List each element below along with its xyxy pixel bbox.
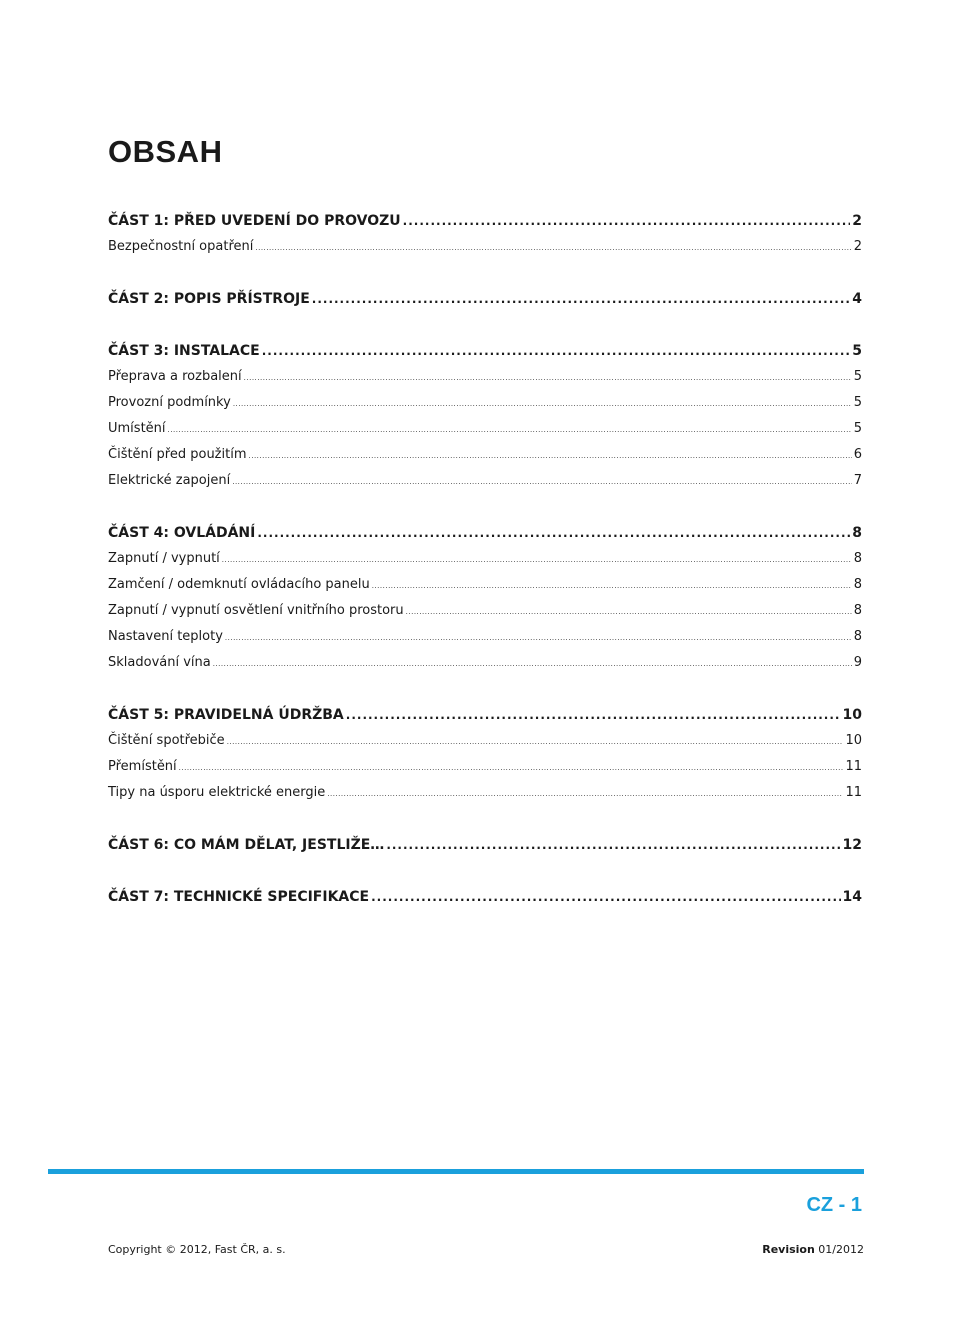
toc-heading-label: ČÁST 2: POPIS PŘÍSTROJE (108, 291, 310, 307)
toc-item-page: 11 (845, 785, 862, 800)
toc-heading-page: 12 (842, 837, 862, 853)
toc-item-label: Nastavení teploty (108, 629, 223, 644)
toc-heading-row[interactable] (108, 208, 862, 234)
toc-item-page: 8 (853, 629, 862, 644)
toc-item-page: 5 (853, 395, 862, 410)
table-of-contents (108, 208, 862, 936)
toc-heading-label: ČÁST 1: PŘED UVEDENÍ DO PROVOZU (108, 213, 401, 229)
toc-section (108, 884, 862, 910)
toc-heading-label: ČÁST 7: TECHNICKÉ SPECIFIKACE (108, 889, 370, 905)
toc-item-label: Provozní podmínky (108, 395, 231, 410)
dot-leader (249, 442, 852, 469)
toc-heading-row[interactable] (108, 884, 862, 910)
toc-item-page: 8 (853, 577, 862, 592)
toc-heading-page: 4 (852, 291, 862, 307)
toc-item-label: Zamčení / odemknutí ovládacího panelu (108, 577, 370, 592)
toc-item-label: Tipy na úsporu elektrické energie (108, 785, 326, 800)
toc-heading-label: ČÁST 4: OVLÁDÁNÍ (108, 525, 256, 541)
toc-section (108, 338, 862, 494)
toc-item-row[interactable] (108, 728, 862, 754)
page-number: CZ - 1 (806, 1194, 862, 1216)
toc-item-row[interactable] (108, 468, 862, 494)
toc-heading-page: 14 (842, 889, 862, 905)
toc-heading-label: ČÁST 3: INSTALACE (108, 343, 260, 359)
toc-heading-label: ČÁST 6: CO MÁM DĚLAT, JESTLIŽE… (108, 837, 385, 853)
toc-heading-row[interactable] (108, 338, 862, 364)
toc-section (108, 832, 862, 858)
toc-section (108, 702, 862, 806)
toc-heading-page: 10 (842, 707, 862, 723)
toc-item-row[interactable] (108, 754, 862, 780)
toc-heading-row[interactable] (108, 286, 862, 312)
dot-leader (233, 390, 852, 417)
toc-item-page: 9 (853, 655, 862, 670)
toc-heading-page: 2 (852, 213, 862, 229)
toc-section (108, 208, 862, 260)
toc-heading-page: 5 (852, 343, 862, 359)
toc-item-row[interactable] (108, 650, 862, 676)
footer-divider (48, 1169, 864, 1174)
dot-leader (168, 416, 852, 443)
toc-item-row[interactable] (108, 572, 862, 598)
toc-item-row[interactable] (108, 598, 862, 624)
toc-item-row[interactable] (108, 780, 862, 806)
dot-leader (232, 468, 852, 495)
toc-item-label: Elektrické zapojení (108, 473, 231, 488)
toc-item-row[interactable] (108, 390, 862, 416)
toc-heading-label: ČÁST 5: PRAVIDELNÁ ÚDRŽBA (108, 707, 344, 723)
dot-leader (255, 234, 851, 261)
toc-item-label: Umístění (108, 421, 166, 436)
revision-value: 01/2012 (818, 1243, 864, 1256)
toc-item-label: Přemístění (108, 759, 177, 774)
toc-heading-page: 8 (852, 525, 862, 541)
toc-item-row[interactable] (108, 624, 862, 650)
page-title: OBSAH (108, 134, 223, 169)
dot-leader (406, 598, 852, 625)
toc-item-page: 11 (845, 759, 862, 774)
toc-heading-row[interactable] (108, 832, 862, 858)
toc-item-row[interactable] (108, 416, 862, 442)
dot-leader (372, 572, 852, 599)
toc-item-page: 5 (853, 421, 862, 436)
toc-item-page: 6 (853, 447, 862, 462)
toc-item-label: Bezpečnostní opatření (108, 239, 254, 254)
toc-item-row[interactable] (108, 364, 862, 390)
dot-leader (371, 884, 840, 910)
toc-item-label: Čištění před použitím (108, 447, 247, 462)
dot-leader (244, 364, 852, 391)
toc-item-label: Zapnutí / vypnutí osvětlení vnitřního prostoru (108, 603, 404, 618)
dot-leader (312, 286, 850, 312)
copyright-notice: Copyright © 2012, Fast ČR, a. s. (108, 1243, 286, 1256)
toc-heading-row[interactable] (108, 520, 862, 546)
toc-item-label: Skladování vína (108, 655, 211, 670)
toc-item-page: 8 (853, 603, 862, 618)
toc-item-row[interactable] (108, 546, 862, 572)
toc-heading-row[interactable] (108, 702, 862, 728)
revision-label: Revision (762, 1243, 815, 1256)
dot-leader (403, 208, 851, 234)
toc-item-label: Čištění spotřebiče (108, 733, 225, 748)
dot-leader (222, 546, 852, 573)
toc-item-label: Přeprava a rozbalení (108, 369, 242, 384)
dot-leader (213, 650, 852, 677)
dot-leader (257, 520, 850, 546)
revision-info (762, 1243, 864, 1256)
toc-item-row[interactable] (108, 234, 862, 260)
toc-item-row[interactable] (108, 442, 862, 468)
toc-item-page: 2 (853, 239, 862, 254)
dot-leader (227, 728, 844, 755)
toc-section (108, 520, 862, 676)
toc-item-page: 7 (853, 473, 862, 488)
dot-leader (346, 702, 841, 728)
dot-leader (262, 338, 851, 364)
toc-section (108, 286, 862, 312)
dot-leader (179, 754, 844, 781)
toc-item-page: 10 (845, 733, 862, 748)
toc-item-page: 5 (853, 369, 862, 384)
dot-leader (327, 780, 843, 807)
toc-item-label: Zapnutí / vypnutí (108, 551, 220, 566)
toc-item-page: 8 (853, 551, 862, 566)
dot-leader (386, 832, 840, 858)
dot-leader (225, 624, 852, 651)
